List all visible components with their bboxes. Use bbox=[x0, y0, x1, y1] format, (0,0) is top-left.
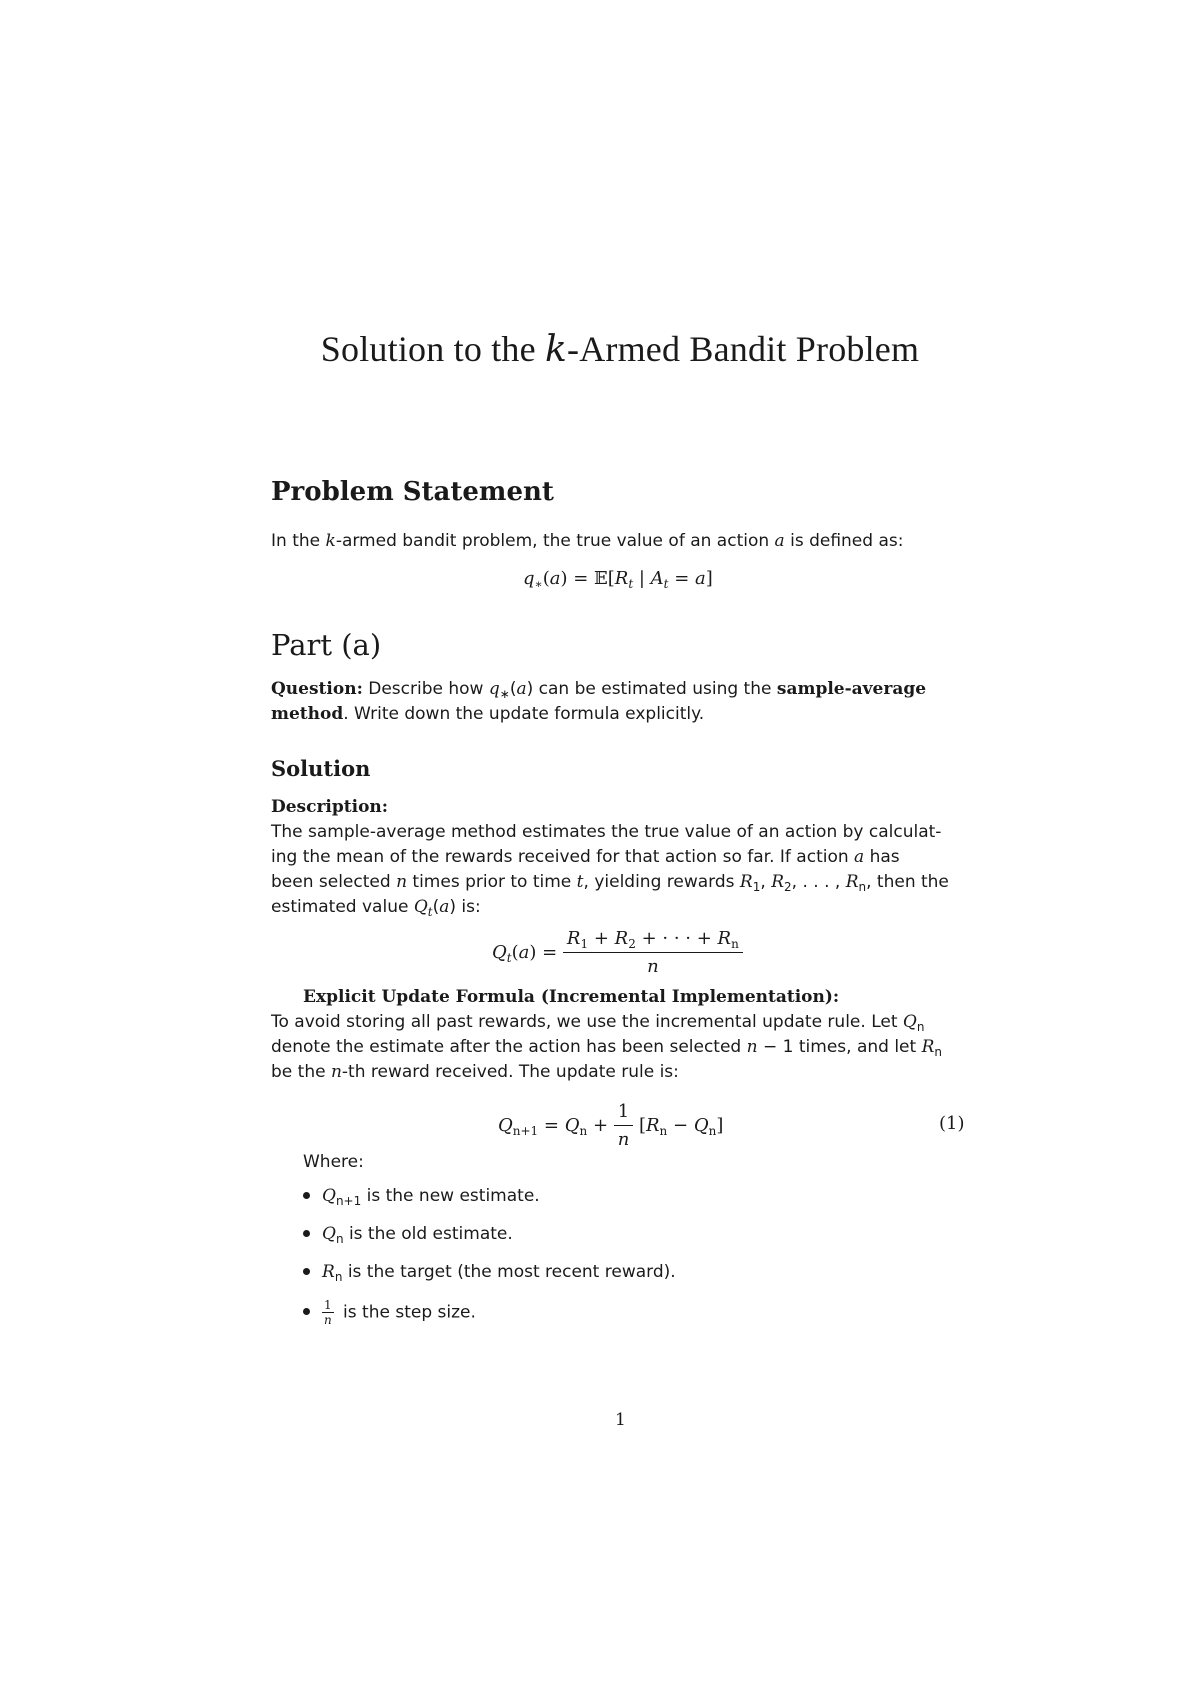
bullet-icon bbox=[303, 1308, 310, 1315]
inline-step-fraction: $\frac{1}{n}$ bbox=[323, 1298, 332, 1327]
part-a-heading: Part (a) bbox=[271, 628, 382, 662]
page-number: 1 bbox=[615, 1410, 626, 1430]
part-a-question-line-2: method. Write down the update formula explicitly. bbox=[271, 704, 705, 724]
title-prefix: Solution to the bbox=[320, 329, 546, 369]
part-a-question-line-1: Question: Describe how $q_∗(a)$ can be estimated using the sample-average bbox=[271, 679, 927, 701]
description-line-2: ing the mean of the rewards received for that action so far. If action a has bbox=[271, 847, 900, 867]
description-label: Description: bbox=[271, 797, 389, 817]
where-label: Where: bbox=[303, 1152, 364, 1172]
incremental-update-equation: $Q_{n+1} = Q_n$ + $\frac{1}{n}$ $[R_n - Q_n]$ bbox=[498, 1101, 724, 1150]
list-item: $\frac{1}{n}$ is the step size. bbox=[303, 1299, 476, 1326]
step-size-fraction: $\frac{1}{n}$ bbox=[614, 1101, 633, 1150]
equation-number: (1) bbox=[939, 1113, 965, 1134]
list-item: $Q_n$ is the old estimate. bbox=[303, 1224, 513, 1244]
bullet-icon bbox=[303, 1230, 310, 1237]
sample-average-fraction: $\frac{R_1 + R_2 + \cdot \cdot \cdot + R_n}{n}$ bbox=[563, 928, 743, 977]
title-variable: k bbox=[545, 329, 568, 370]
description-line-3: been selected n times prior to time t, yielding rewards $R_1$, $R_2$, . . . , $R_n$, then the bbox=[271, 872, 949, 894]
solution-heading: Solution bbox=[271, 756, 371, 781]
description-line-4: estimated value $Q_t(a)$ is: bbox=[271, 897, 481, 919]
description-line-1: The sample-average method estimates the true value of an action by calculat- bbox=[271, 822, 942, 842]
document-title bbox=[0, 328, 1200, 370]
update-line-3: be the n-th reward received. The update rule is: bbox=[271, 1062, 679, 1082]
update-line-1: To avoid storing all past rewards, we use the incremental update rule. Let $Q_n$ bbox=[271, 1012, 925, 1034]
bullet-icon bbox=[303, 1268, 310, 1275]
list-item: $Q_{n+1}$ is the new estimate. bbox=[303, 1186, 540, 1206]
update-formula-label: Explicit Update Formula (Incremental Implementation): bbox=[303, 987, 840, 1007]
update-line-2: denote the estimate after the action has been selected n − 1 times, and let $R_n$ bbox=[271, 1037, 943, 1059]
title-suffix: -Armed Bandit Problem bbox=[567, 329, 920, 369]
problem-statement-heading: Problem Statement bbox=[271, 477, 554, 507]
true-value-equation: $q_∗(a)$ = $𝔼[R_t$ | $A_t = a$] bbox=[523, 568, 713, 591]
sample-average-equation: $Q_t(a)$ = $\frac{R_1 + R_2 + \cdot \cdot \cdot + R_n}{n}$ bbox=[492, 928, 743, 977]
list-item: $R_n$ is the target (the most recent reward). bbox=[303, 1262, 676, 1282]
problem-statement-intro: In the k-armed bandit problem, the true value of an action a is defined as: bbox=[271, 531, 904, 551]
bullet-icon bbox=[303, 1192, 310, 1199]
